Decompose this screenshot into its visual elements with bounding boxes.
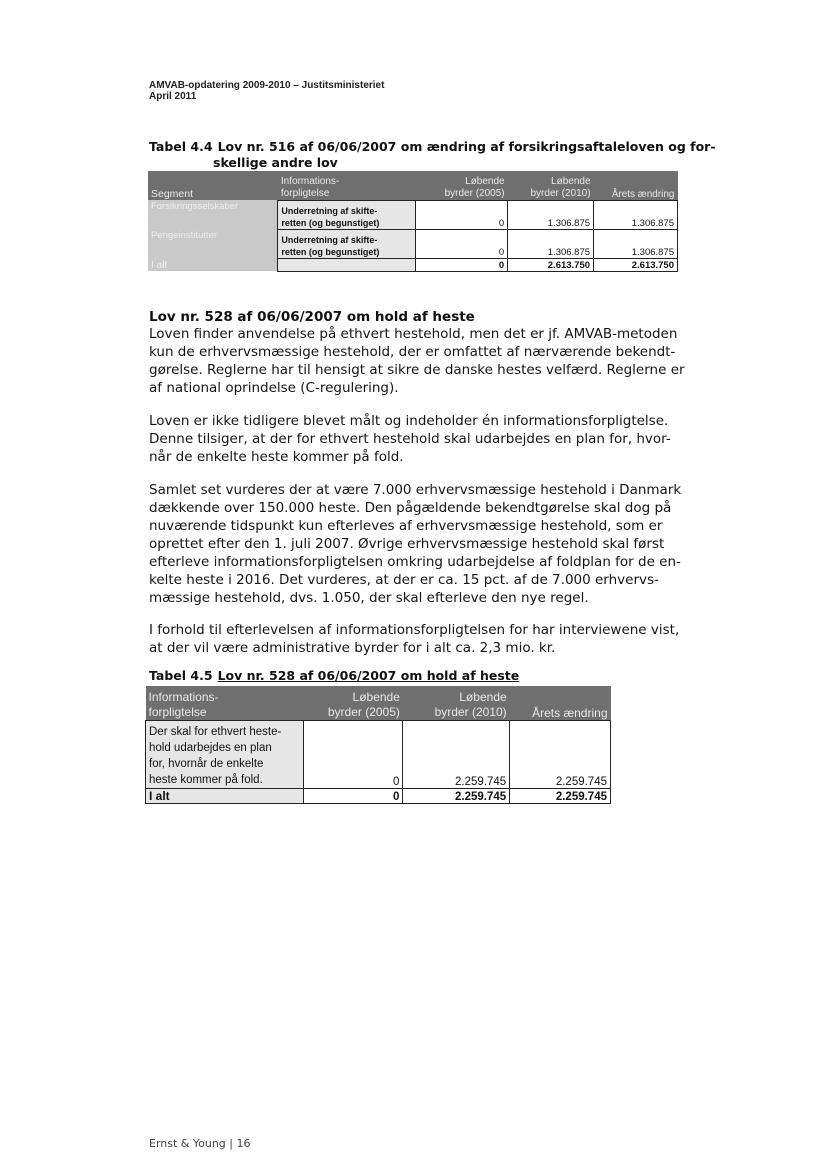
header-2010-line1: Løbende	[551, 175, 591, 187]
row-2010: 1.306.875	[508, 229, 594, 258]
page-footer: Ernst & Young | 16	[149, 1137, 251, 1150]
header-2010-line2: byrder (2010)	[434, 704, 507, 719]
header-info	[278, 171, 416, 200]
paragraph-3	[149, 481, 689, 607]
table-title-line1: Lov nr. 516 af 06/06/2007 om ændring af forsikringsaftaleloven og for-	[217, 139, 716, 154]
header-2005	[303, 686, 403, 720]
table-title: Lov nr. 528 af 06/06/2007 om hold af heste	[217, 668, 520, 683]
header-info-line2: forpligtelse	[148, 704, 207, 719]
row-2010: 1.306.875	[508, 200, 594, 229]
header-2005-line1: Løbende	[465, 175, 505, 187]
row-segment: Pengeinstitutter	[148, 229, 278, 258]
header-info	[146, 686, 304, 720]
header-2005-line2: byrder (2005)	[444, 187, 505, 199]
table-row	[148, 229, 678, 258]
text-line: mæssige hestehold, dvs. 1.050, der skal efterleve den nye regel.	[149, 590, 589, 606]
header-2010	[403, 686, 510, 720]
header-2005-line2: byrder (2005)	[327, 704, 400, 719]
row-info-line2: retten (og begunstiget)	[281, 217, 380, 228]
header-segment: Segment	[148, 171, 278, 200]
header-change: Årets ændring	[510, 686, 611, 720]
text-line: når de enkelte heste kommer på fold.	[149, 449, 404, 465]
row-info	[278, 200, 416, 229]
row-change: 1.306.875	[594, 229, 678, 258]
paragraph-2	[149, 412, 689, 466]
row-2010: 2.259.745	[403, 720, 510, 788]
text-line: dækkende over 150.000 heste. Den pågældende bekendtgørelse skal dog på	[149, 500, 672, 516]
row-info-line: heste kommer på fold.	[149, 773, 263, 786]
table-row	[146, 720, 611, 788]
table-4-5	[145, 686, 611, 804]
row-info-line: Der skal for ethvert heste-	[149, 725, 282, 738]
text-line: Loven finder anvendelse på ethvert hestehold, men det er jf. AMVAB-metoden	[149, 326, 678, 342]
table-header-row	[148, 171, 678, 200]
row-info-line1: Underretning af skifte-	[281, 234, 378, 245]
page-header	[149, 80, 384, 102]
table-4-5-caption	[149, 668, 519, 684]
text-line: oprettet efter den 1. juli 2007. Øvrige erhvervsmæssige hestehold skal først	[149, 536, 665, 552]
total-2005: 0	[416, 258, 508, 271]
text-line: I forhold til efterlevelsen af informationsforpligtelsen for har interviewene vist,	[149, 622, 680, 638]
text-line: kun de erhvervsmæssige hestehold, der er omfattet af nærværende bekendt-	[149, 344, 676, 360]
header-title: AMVAB-opdatering 2009-2010 – Justitsministeriet	[149, 80, 385, 91]
row-change: 1.306.875	[594, 200, 678, 229]
table-total-row	[146, 788, 611, 803]
paragraph-1	[149, 325, 689, 397]
row-info-line2: retten (og begunstiget)	[281, 246, 380, 257]
row-2005: 0	[303, 720, 403, 788]
header-date: April 2011	[149, 91, 197, 102]
text-line: nuværende tidspunkt kun efterleves af erhvervsmæssige hestehold, som er	[149, 518, 663, 534]
row-info	[146, 720, 304, 788]
section-heading: Lov nr. 528 af 06/06/2007 om hold af heste	[149, 309, 475, 325]
row-info-line1: Underretning af skifte-	[281, 205, 378, 216]
total-2010: 2.613.750	[508, 258, 594, 271]
total-info	[278, 258, 416, 271]
header-2005-line1: Løbende	[352, 689, 400, 704]
row-change: 2.259.745	[510, 720, 611, 788]
header-info-line2: forpligtelse	[280, 187, 330, 199]
row-segment: Forsikringsselskaber	[148, 200, 278, 229]
paragraph-4	[149, 621, 689, 657]
header-2010	[508, 171, 594, 200]
text-line: kelte heste i 2016. Det vurderes, at der er ca. 15 pct. af de 7.000 erhvervs-	[149, 572, 659, 588]
row-info	[278, 229, 416, 258]
header-info-line1: Informations-	[280, 175, 340, 187]
row-info-line: for, hvornår de enkelte	[149, 757, 264, 770]
table-row	[148, 200, 678, 229]
table-4-4-caption	[149, 139, 716, 171]
total-label: I alt	[146, 788, 304, 803]
row-2005: 0	[416, 200, 508, 229]
header-2005	[416, 171, 508, 200]
header-info-line1: Informations-	[148, 689, 219, 704]
total-2010: 2.259.745	[403, 788, 510, 803]
table-number: Tabel 4.4	[149, 139, 213, 154]
text-line: efterleve informationsforpligtelsen omkring udarbejdelse af foldplan for de en-	[149, 554, 681, 570]
header-change: Årets ændring	[594, 171, 678, 200]
text-line: af national oprindelse (C-regulering).	[149, 380, 399, 396]
table-number: Tabel 4.5	[149, 668, 213, 683]
text-line: Denne tilsiger, at der for ethvert hestehold skal udarbejdes en plan for, hvor-	[149, 431, 671, 447]
table-total-row	[148, 258, 678, 271]
total-label: I alt	[148, 258, 278, 271]
total-change: 2.259.745	[510, 788, 611, 803]
row-2005: 0	[416, 229, 508, 258]
table-header-row	[146, 686, 611, 720]
text-line: at der vil være administrative byrder for i alt ca. 2,3 mio. kr.	[149, 640, 556, 656]
total-2005: 0	[303, 788, 403, 803]
text-line: Samlet set vurderes der at være 7.000 erhvervsmæssige hestehold i Danmark	[149, 482, 682, 498]
header-2010-line2: byrder (2010)	[530, 187, 591, 199]
table-title-line2: skellige andre lov	[213, 155, 338, 170]
text-line: gørelse. Reglerne har til hensigt at sikre de danske hestes velfærd. Reglerne er	[149, 362, 685, 378]
row-info-line: hold udarbejdes en plan	[149, 741, 272, 754]
text-line: Loven er ikke tidligere blevet målt og indeholder én informationsforpligtelse.	[149, 413, 669, 429]
header-2010-line1: Løbende	[459, 689, 507, 704]
table-4-4	[148, 171, 678, 272]
total-change: 2.613.750	[594, 258, 678, 271]
